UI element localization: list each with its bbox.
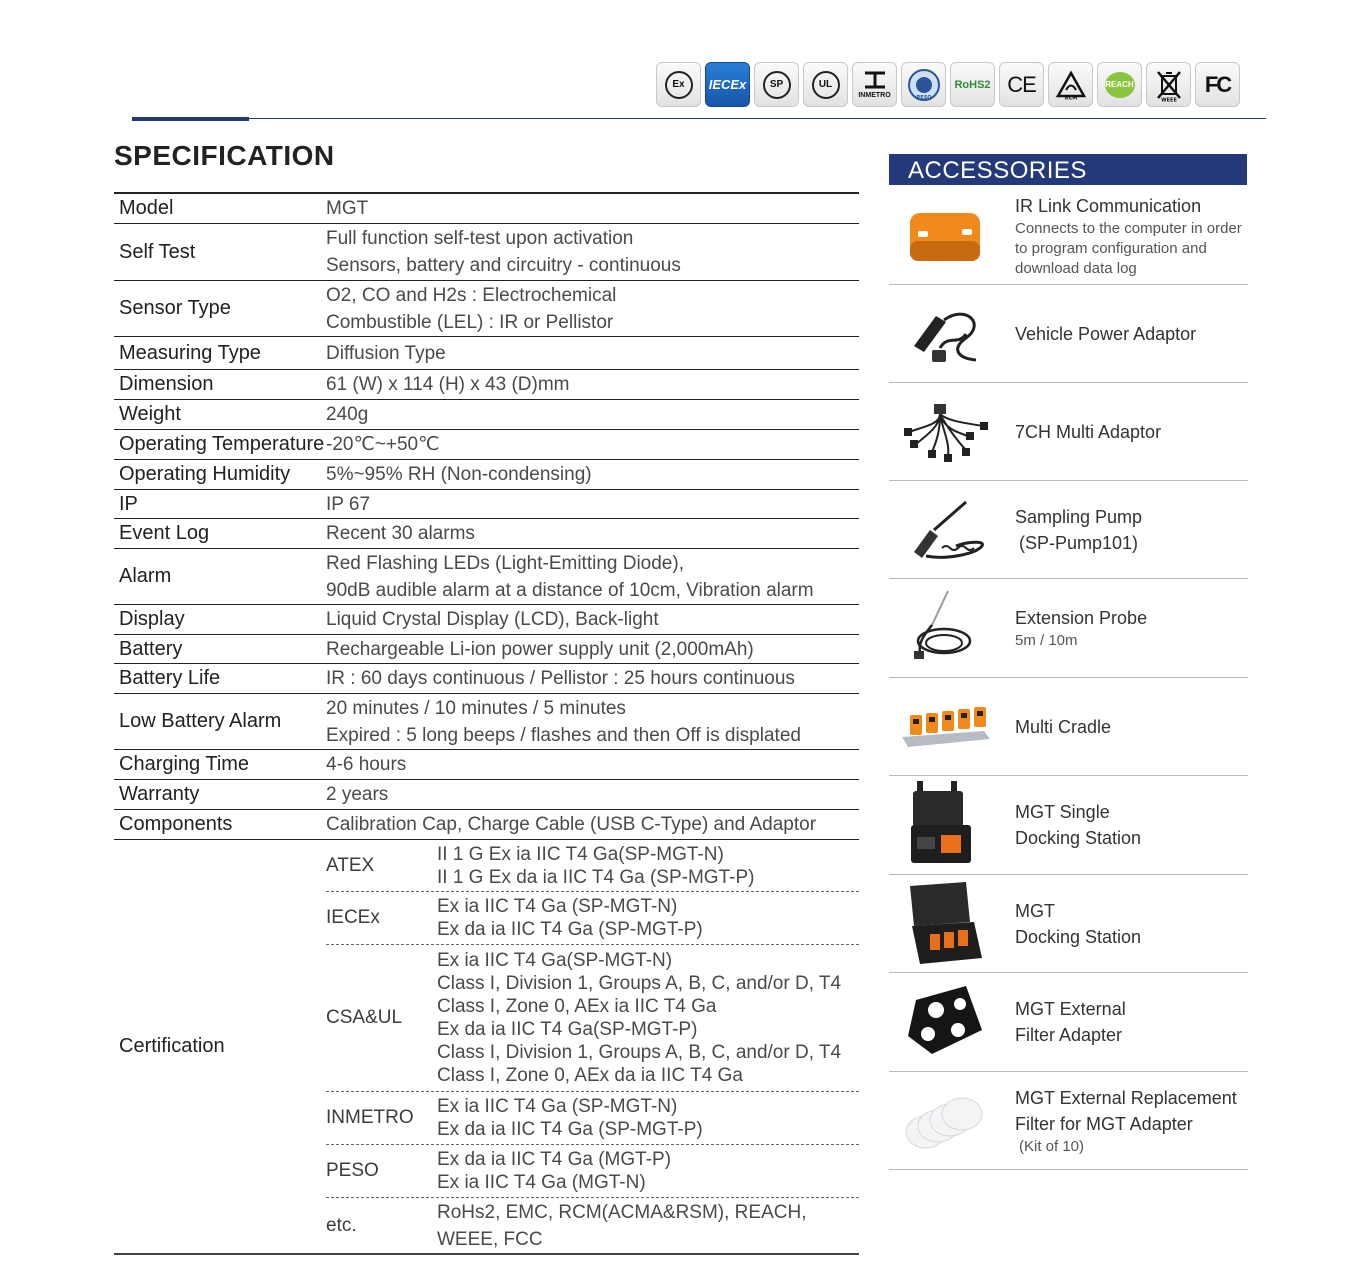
row-label: Event Log <box>119 522 210 544</box>
row-value: Full function self-test upon activation Sensors, battery and circuitry - continuous <box>326 228 681 276</box>
accessory-title: Multi Cradle <box>1015 716 1112 737</box>
accessory-title: MGT External Replacement <box>1015 1087 1237 1108</box>
row-label: Self Test <box>119 240 196 263</box>
list-item <box>889 678 1248 776</box>
fcc-icon: FC <box>1195 62 1240 107</box>
table-row <box>114 370 859 400</box>
row-label: Battery Life <box>119 667 221 689</box>
row-label: Operating Temperature <box>119 433 325 455</box>
row-value: 5%~95% RH (Non-condensing) <box>326 464 592 485</box>
ir-link-icon <box>889 187 999 284</box>
list-item <box>889 776 1248 875</box>
list-item <box>889 875 1248 973</box>
row-value: Calibration Cap, Charge Cable (USB C-Type) and Adaptor <box>326 814 817 835</box>
inmetro-icon: INMETRO <box>852 62 897 107</box>
accessory-title: IR Link Communication <box>1015 195 1202 216</box>
rcm-icon <box>1048 62 1093 107</box>
table-row <box>114 750 859 780</box>
certification-badges <box>656 62 1240 107</box>
row-label: Low Battery Alarm <box>119 710 282 732</box>
accessories-title: ACCESSORIES <box>889 154 1247 185</box>
ul-icon: UL <box>803 62 848 107</box>
row-value: -20℃~+50℃ <box>326 434 440 455</box>
filter-adapter-icon <box>889 973 999 1071</box>
accessory-desc: 5m / 10m <box>1015 632 1078 649</box>
row-value: IR : 60 days continuous / Pellistor : 25 hours continuous <box>326 668 795 689</box>
table-row <box>114 810 859 840</box>
table-row <box>114 337 859 370</box>
row-label: Sensor Type <box>119 297 231 319</box>
ce-icon: CE <box>999 62 1044 107</box>
cert-item <box>326 892 859 945</box>
table-row <box>114 664 859 694</box>
cert-item <box>326 1092 859 1145</box>
svg-text:PESO: PESO <box>916 94 931 101</box>
cert-name: PESO <box>326 1160 379 1181</box>
accessory-title: MGT External <box>1015 999 1126 1019</box>
row-value: 20 minutes / 10 minutes / 5 minutes Expired : 5 long beeps / flashes and then Off is displated <box>326 697 801 746</box>
row-label: Operating Humidity <box>119 463 291 485</box>
table-row <box>114 694 859 750</box>
header-accent-bar <box>132 117 249 121</box>
rohs2-icon: RoHS2 <box>950 62 995 107</box>
list-item <box>889 285 1248 383</box>
replacement-filter-icon <box>889 1072 999 1169</box>
cert-name: CSA&UL <box>326 1007 403 1028</box>
accessory-title: MGT Single <box>1015 802 1110 822</box>
accessory-title: 7CH Multi Adaptor <box>1015 421 1162 442</box>
cert-name: INMETRO <box>326 1107 414 1128</box>
cert-lines: RoHs2, EMC, RCM(ACMA&RSM), REACH, WEEE, FCC <box>437 1201 807 1250</box>
cert-item <box>326 1198 859 1253</box>
row-value: Rechargeable Li-ion power supply unit (2,000mAh) <box>326 638 754 660</box>
vehicle-adaptor-icon <box>889 285 999 382</box>
table-row <box>114 194 859 224</box>
row-value: IP 67 <box>326 493 371 515</box>
table-row <box>114 635 859 664</box>
row-value: 240g <box>326 404 369 425</box>
accessory-title: Filter Adapter <box>1015 1025 1123 1045</box>
row-value: O2, CO and H2s : Electrochemical Combustible (LEL) : IR or Pellistor <box>326 284 617 333</box>
accessory-title: (SP-Pump101) <box>1019 532 1139 553</box>
table-row <box>114 400 859 430</box>
row-value: 2 years <box>326 784 389 805</box>
table-row <box>114 281 859 337</box>
row-value: Recent 30 alarms <box>326 523 475 544</box>
docking-station-icon <box>889 875 999 972</box>
list-item <box>889 383 1248 481</box>
cert-lines: Ex ia IIC T4 Ga (SP-MGT-N) Ex da ia IIC T4 Ga (SP-MGT-P) <box>437 1096 703 1140</box>
row-label: Components <box>119 813 233 835</box>
accessory-title: Docking Station <box>1015 926 1142 947</box>
csa-icon: SP <box>754 62 799 107</box>
table-row <box>114 224 859 281</box>
row-label: IP <box>119 492 138 515</box>
table-row <box>114 549 859 605</box>
row-label: Display <box>119 608 185 630</box>
multi-adaptor-icon <box>889 383 999 480</box>
list-item <box>889 973 1248 1072</box>
row-label: Measuring Type <box>119 341 261 364</box>
row-value: 61 (W) x 114 (H) x 43 (D)mm <box>326 374 570 395</box>
cert-item <box>326 945 859 1092</box>
table-row <box>114 490 859 519</box>
header-divider <box>132 118 1266 119</box>
cert-lines: Ex da ia IIC T4 Ga (MGT-P) Ex ia IIC T4 Ga (MGT-N) <box>437 1149 672 1193</box>
row-label: Warranty <box>119 783 200 805</box>
single-docking-icon <box>889 776 999 874</box>
cert-lines: Ex ia IIC T4 Ga (SP-MGT-N) Ex da ia IIC T4 Ga (SP-MGT-P) <box>437 896 703 940</box>
list-item <box>889 579 1248 678</box>
row-value: Diffusion Type <box>326 342 446 364</box>
list-item <box>889 187 1248 285</box>
accessory-title: Filter for MGT Adapter <box>1015 1113 1193 1134</box>
atex-ex-icon: Ex <box>656 62 701 107</box>
row-value: 4-6 hours <box>326 754 407 775</box>
accessory-desc: Connects to the computer in order to program configuration and download data log <box>1015 219 1242 277</box>
specification-table <box>114 192 859 1255</box>
row-label: Charging Time <box>119 753 250 775</box>
specification-title: SPECIFICATION <box>114 140 335 171</box>
svg-text:RCM: RCM <box>1064 95 1077 100</box>
cert-lines: Ex ia IIC T4 Ga(SP-MGT-N) Class I, Division 1, Groups A, B, C, and/or D, T4 Class I, Zone 0, AEx ia IIC T4 Ga Ex da ia IIC T4 Ga(SP-MGT-P) Class I, Division 1, Groups A, B, C, and/or D, T4 Class I, Zone 0, AEx da ia IIC T4 Ga <box>437 950 842 1086</box>
cert-item <box>326 840 859 892</box>
table-row <box>114 780 859 810</box>
weee-icon <box>1146 62 1191 107</box>
list-item <box>889 1072 1248 1170</box>
iecex-icon: IECEx <box>705 62 750 107</box>
multi-cradle-icon <box>889 678 999 775</box>
table-row <box>114 430 859 460</box>
accessory-title: MGT <box>1015 900 1055 921</box>
cert-name: IECEx <box>326 907 380 928</box>
accessories-list <box>889 187 1248 1170</box>
cert-lines: II 1 G Ex ia IIC T4 Ga(SP-MGT-N) II 1 G Ex da ia IIC T4 Ga (SP-MGT-P) <box>437 843 755 888</box>
row-value: Liquid Crystal Display (LCD), Back-light <box>326 609 659 630</box>
row-label: Alarm <box>119 565 172 587</box>
row-label: Weight <box>119 403 181 425</box>
accessory-title: Sampling Pump <box>1015 506 1143 527</box>
accessory-desc: (Kit of 10) <box>1019 1137 1085 1155</box>
extension-probe-icon <box>889 579 999 677</box>
row-label: Battery <box>119 637 183 660</box>
row-value: MGT <box>326 198 369 219</box>
certification-list <box>326 840 859 1253</box>
peso-icon <box>901 62 946 107</box>
row-label: Certification <box>119 1035 225 1057</box>
accessory-title: Extension Probe <box>1015 608 1148 628</box>
accessory-title: Docking Station <box>1015 828 1142 848</box>
reach-icon: REACH <box>1097 62 1142 107</box>
cert-name: etc. <box>326 1214 357 1236</box>
cert-name: ATEX <box>326 854 375 876</box>
list-item <box>889 481 1248 579</box>
certification-row <box>114 840 859 1255</box>
table-row <box>114 519 859 549</box>
row-value: Red Flashing LEDs (Light-Emitting Diode), 90dB audible alarm at a distance of 10cm, Vibration alarm <box>326 552 814 601</box>
svg-text:WEEE: WEEE <box>1160 97 1177 102</box>
row-label: Dimension <box>119 373 214 395</box>
accessory-title: Vehicle Power Adaptor <box>1015 323 1197 344</box>
sampling-pump-icon <box>889 481 999 578</box>
cert-item <box>326 1145 859 1198</box>
table-row <box>114 460 859 490</box>
table-row <box>114 605 859 635</box>
row-label: Model <box>119 197 174 219</box>
